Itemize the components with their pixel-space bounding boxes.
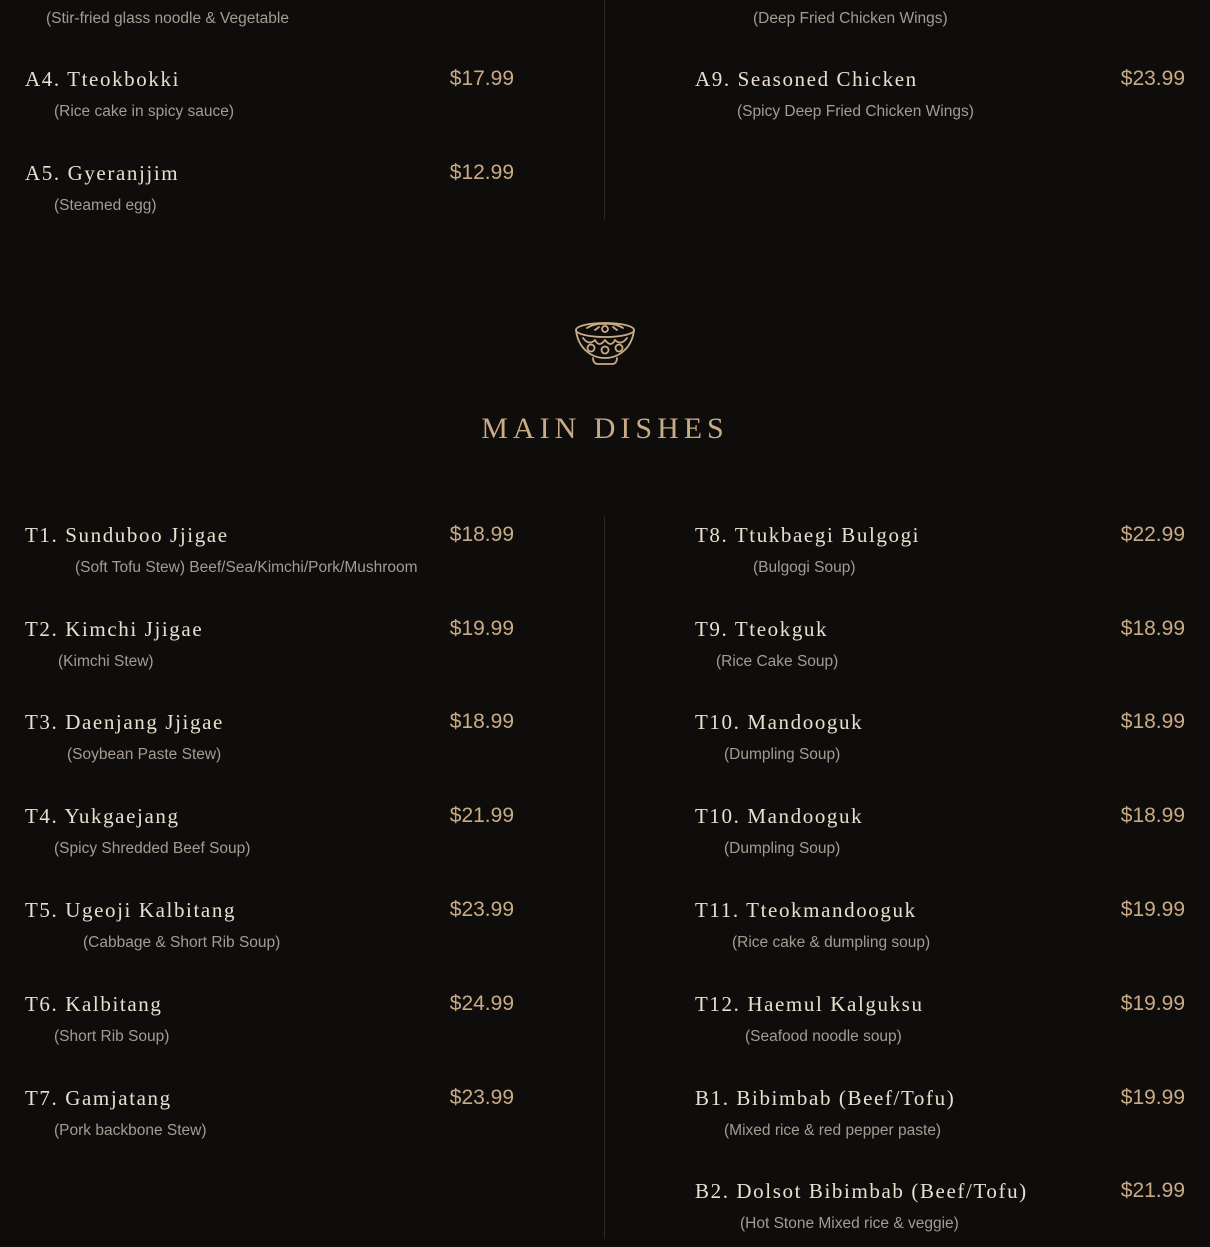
menu-item-name: B1. Bibimbab (Beef/Tofu) [695, 1086, 956, 1110]
menu-item [695, 898, 1185, 958]
menu-item-name: T5. Ugeoji Kalbitang [25, 898, 237, 922]
menu-item-description: (Rice cake & dumpling soup) [732, 934, 931, 951]
menu-item [695, 1086, 1185, 1146]
menu-item-price: $23.99 [449, 898, 514, 921]
menu-item-name: T1. Sunduboo Jjigae [25, 523, 229, 547]
menu-item-price: $18.99 [1120, 804, 1185, 827]
menu-item-description: (Deep Fried Chicken Wings) [753, 10, 948, 27]
menu-item-price: $21.99 [1120, 1179, 1185, 1202]
menu-item-name: T11. Tteokmandooguk [695, 898, 917, 922]
menu-item-description: (Dumpling Soup) [724, 840, 841, 857]
menu-item-description: (Short Rib Soup) [54, 1028, 170, 1045]
menu-item-name: B2. Dolsot Bibimbab (Beef/Tofu) [695, 1179, 1028, 1203]
menu-item [25, 992, 514, 1052]
menu-item [695, 992, 1185, 1052]
menu-item-name: T9. Tteokguk [695, 617, 829, 641]
menu-item-price: $22.99 [1120, 523, 1185, 546]
menu-item-name: T12. Haemul Kalguksu [695, 992, 924, 1016]
menu-item-description: (Pork backbone Stew) [54, 1122, 207, 1139]
menu-item [25, 523, 514, 583]
menu-item [695, 523, 1185, 583]
menu-item-description: (Kimchi Stew) [58, 653, 154, 670]
menu-item-description: (Hot Stone Mixed rice & veggie) [740, 1215, 959, 1232]
menu-item [25, 710, 514, 770]
menu-item-description: (Bulgogi Soup) [753, 559, 856, 576]
menu-item-price: $19.99 [1120, 992, 1185, 1015]
menu-item-description: (Spicy Deep Fried Chicken Wings) [737, 103, 974, 120]
menu-item [25, 1086, 514, 1146]
menu-item-name: A9. Seasoned Chicken [695, 67, 918, 91]
menu-item-description: (Stir-fried glass noodle & Vegetable [46, 10, 289, 27]
menu-item-price: $17.99 [449, 67, 514, 90]
menu-item-price: $23.99 [449, 1086, 514, 1109]
menu-item-name: T4. Yukgaejang [25, 804, 180, 828]
menu-item-description: (Steamed egg) [54, 197, 157, 214]
column-divider-top [604, 0, 605, 219]
menu-item-description: (Cabbage & Short Rib Soup) [83, 934, 281, 951]
bowl-icon [573, 318, 637, 368]
menu-item [25, 67, 514, 127]
menu-item-price: $19.99 [449, 617, 514, 640]
menu-item-name: A4. Tteokbokki [25, 67, 181, 91]
section-title: MAIN DISHES [481, 412, 729, 445]
menu-item [695, 617, 1185, 677]
menu-item-price: $18.99 [449, 523, 514, 546]
menu-item-name: T8. Ttukbaegi Bulgogi [695, 523, 921, 547]
menu-item-description: (Soybean Paste Stew) [67, 746, 222, 763]
menu-item-name: A5. Gyeranjjim [25, 161, 180, 185]
menu-item-description: (Rice Cake Soup) [716, 653, 839, 670]
menu-item-description: (Soft Tofu Stew) Beef/Sea/Kimchi/Pork/Mushroom [75, 559, 418, 576]
menu-item [695, 710, 1185, 770]
menu-item [695, 804, 1185, 864]
menu-item-name: T2. Kimchi Jjigae [25, 617, 204, 641]
column-divider-main [604, 517, 605, 1239]
menu-item-price: $19.99 [1120, 1086, 1185, 1109]
menu-item-price: $21.99 [449, 804, 514, 827]
menu-item-description: (Rice cake in spicy sauce) [54, 103, 235, 120]
menu-item-price: $19.99 [1120, 898, 1185, 921]
menu-item [25, 617, 514, 677]
menu-item-price: $23.99 [1120, 67, 1185, 90]
menu-item-price: $24.99 [449, 992, 514, 1015]
menu-item [25, 161, 514, 221]
menu-item-name: T10. Mandooguk [695, 804, 864, 828]
menu-item-name: T7. Gamjatang [25, 1086, 172, 1110]
menu-item [695, 67, 1185, 127]
menu-item-description: (Seafood noodle soup) [745, 1028, 902, 1045]
menu-item-description: (Mixed rice & red pepper paste) [724, 1122, 942, 1139]
menu-item-description: (Dumpling Soup) [724, 746, 841, 763]
menu-item-price: $12.99 [449, 161, 514, 184]
menu-item-name: T6. Kalbitang [25, 992, 163, 1016]
menu-item-price: $18.99 [1120, 617, 1185, 640]
menu-item [25, 804, 514, 864]
menu-item [695, 1179, 1185, 1239]
menu-item-description: (Spicy Shredded Beef Soup) [54, 840, 251, 857]
menu-item-price: $18.99 [1120, 710, 1185, 733]
menu-item-name: T10. Mandooguk [695, 710, 864, 734]
menu-item-name: T3. Daenjang Jjigae [25, 710, 224, 734]
menu-item-price: $18.99 [449, 710, 514, 733]
menu-item [25, 898, 514, 958]
